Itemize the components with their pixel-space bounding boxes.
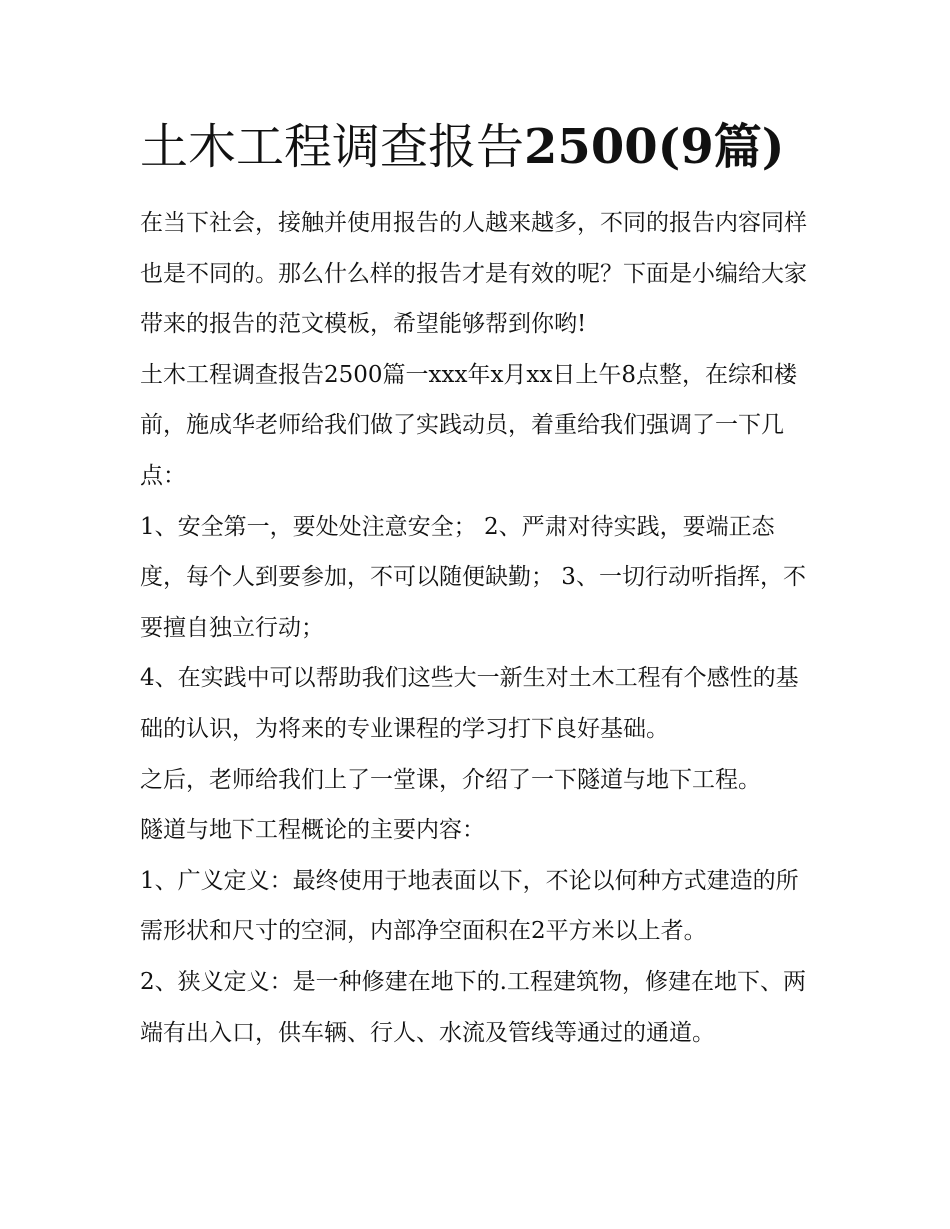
- document-title-number: 2500(9篇): [524, 119, 785, 175]
- rules-paragraph: 1、安全第一，要处处注意安全； 2、严肃对待实践，要端正态度，每个人到要参加，不可以随便缺勤； 3、一切行动听指挥，不要擅自独立行动；: [140, 513, 806, 641]
- document-title: [140, 112, 784, 182]
- report-opening-paragraph: 土木工程调查报告2500篇一xxx年x月xx日上午8点整，在综和楼前，施成华老师给我们做了实践动员，着重给我们强调了一下几点：: [140, 361, 797, 489]
- intro-paragraph: 在当下社会，接触并使用报告的人越来越多，不同的报告内容同样也是不同的。那么什么样的报告才是有效的呢？下面是小编给大家带来的报告的范文模板，希望能够帮到你哟!: [140, 210, 807, 338]
- lecture-paragraph: 之后，老师给我们上了一堂课，介绍了一下隧道与地下工程。: [140, 766, 761, 793]
- document-body: [140, 198, 820, 1058]
- broad-definition-paragraph: 1、广义定义：最终使用于地表面以下，不论以何种方式建造的所需形状和尺寸的空洞，内部净空面积在2平方米以上者。: [140, 867, 799, 945]
- narrow-definition-paragraph: 2、狭义定义：是一种修建在地下的.工程建筑物，修建在地下、两端有出入口，供车辆、行人、水流及管线等通过的通道。: [140, 968, 806, 1046]
- course-content-heading: 隧道与地下工程概论的主要内容：: [140, 817, 485, 844]
- practice-benefit-paragraph: 4、在实践中可以帮助我们这些大一新生对土木工程有个感性的基础的认识，为将来的专业课程的学习打下良好基础。: [140, 665, 799, 742]
- document-title-text: 土木工程调查报告: [140, 119, 525, 175]
